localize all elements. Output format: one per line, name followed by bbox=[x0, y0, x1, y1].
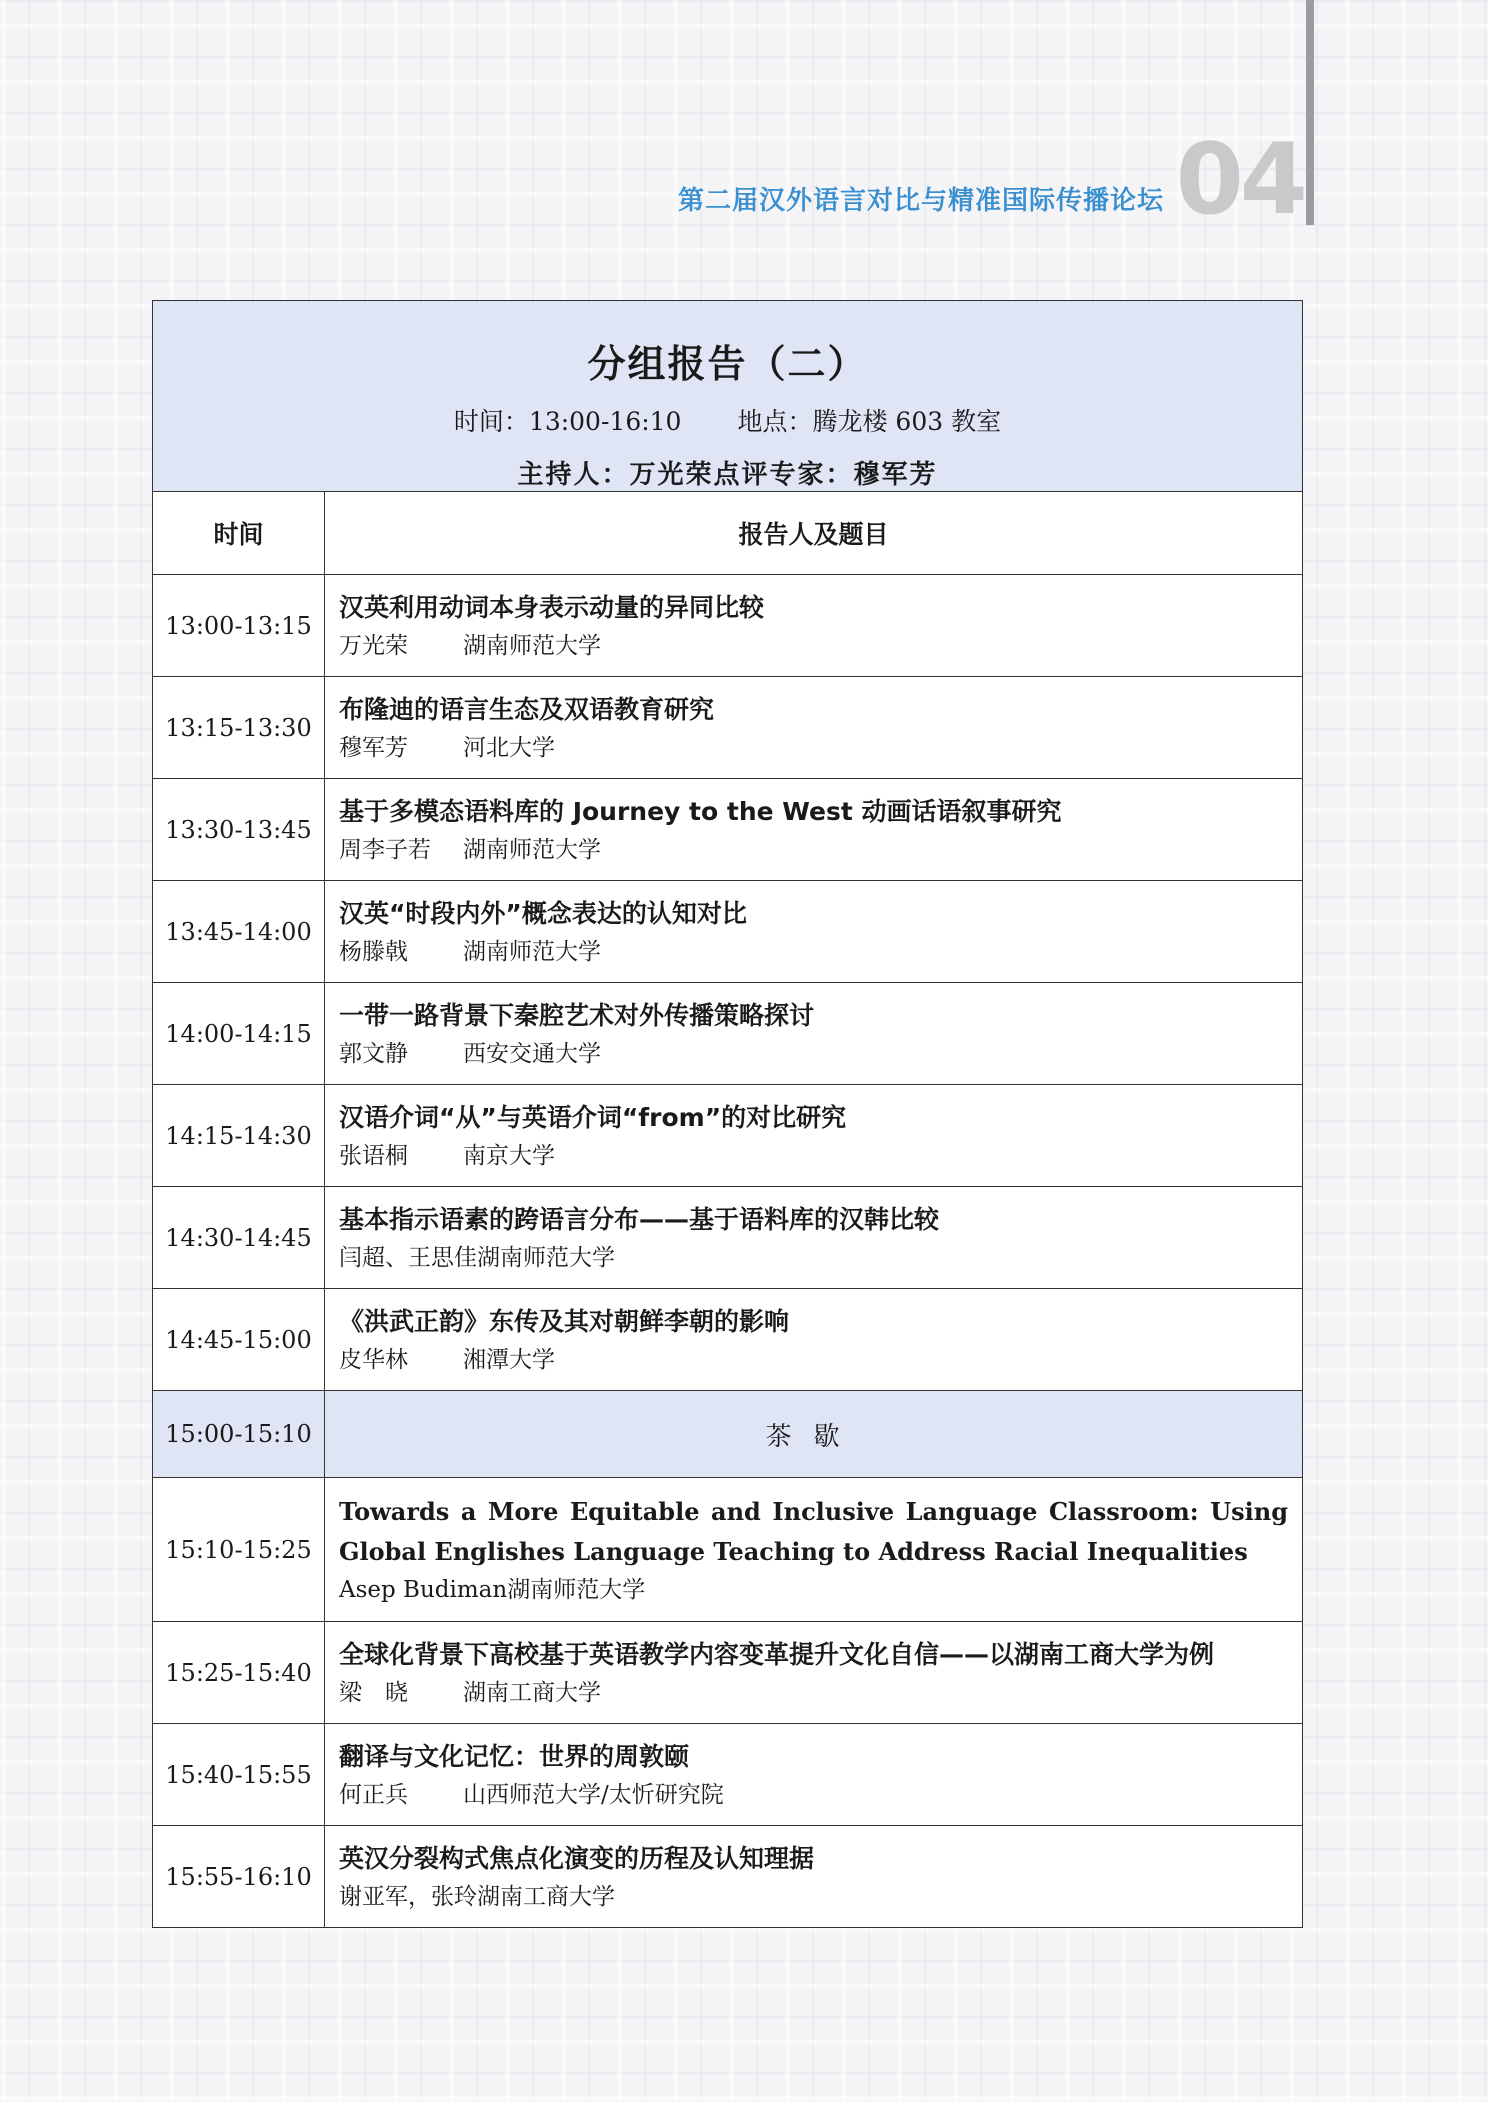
presenter-affiliation: 南京大学 bbox=[463, 1142, 555, 1169]
report-title: 汉英“时段内外”概念表达的认知对比 bbox=[339, 898, 747, 928]
row-content bbox=[325, 677, 1303, 779]
presenter-name: 穆军芳 bbox=[339, 734, 408, 761]
tea-break-row bbox=[153, 1391, 1303, 1478]
row-content bbox=[325, 983, 1303, 1085]
row-content bbox=[325, 1478, 1303, 1622]
presenter-line bbox=[339, 1138, 1288, 1174]
presenter-affiliation: 湖南师范大学 bbox=[463, 836, 601, 863]
presenter-affiliation: 湖南工商大学 bbox=[477, 1883, 615, 1910]
report-title: 汉英利用动词本身表示动量的异同比较 bbox=[339, 592, 765, 622]
schedule-rows-morning bbox=[153, 575, 1303, 1391]
presenter-line bbox=[339, 934, 1288, 970]
presenter-affiliation: 河北大学 bbox=[463, 734, 555, 761]
schedule-row bbox=[153, 1289, 1303, 1391]
tea-break-label: 茶歇 bbox=[325, 1391, 1303, 1478]
presenter-name: 何正兵 bbox=[339, 1781, 408, 1808]
schedule-row bbox=[153, 677, 1303, 779]
report-title: 一带一路背景下秦腔艺术对外传播策略探讨 bbox=[339, 1000, 815, 1030]
presenter-name: 闫超、王思佳 bbox=[339, 1244, 477, 1271]
row-time: 14:00-14:15 bbox=[153, 983, 325, 1085]
presenter-line bbox=[339, 628, 1288, 664]
presenter-affiliation: 湖南师范大学 bbox=[463, 938, 601, 965]
presenter-name: 谢亚军，张玲 bbox=[339, 1883, 477, 1910]
session-reviewer: 点评专家：穆军芳 bbox=[713, 460, 938, 490]
presenter-name: 周李子若 bbox=[339, 836, 431, 863]
schedule-row bbox=[153, 983, 1303, 1085]
row-content bbox=[325, 881, 1303, 983]
report-title: 《洪武正韵》东传及其对朝鲜李朝的影响 bbox=[339, 1306, 790, 1336]
presenter-line bbox=[339, 1879, 1288, 1915]
row-time: 15:40-15:55 bbox=[153, 1724, 325, 1826]
row-content bbox=[325, 575, 1303, 677]
presenter-name: Asep Budiman bbox=[339, 1576, 508, 1603]
row-time: 13:30-13:45 bbox=[153, 779, 325, 881]
report-title: 基本指示语素的跨语言分布——基于语料库的汉韩比较 bbox=[339, 1204, 940, 1234]
row-time: 13:15-13:30 bbox=[153, 677, 325, 779]
session-hosts bbox=[153, 454, 1302, 491]
presenter-name: 杨滕戟 bbox=[339, 938, 408, 965]
schedule-row bbox=[153, 1826, 1303, 1928]
report-title: 翻译与文化记忆：世界的周敦颐 bbox=[339, 1741, 690, 1771]
presenter-name: 梁 晓 bbox=[339, 1679, 408, 1706]
presenter-name: 皮华林 bbox=[339, 1346, 408, 1373]
tea-break-time: 15:00-15:10 bbox=[153, 1391, 325, 1478]
presenter-line bbox=[339, 1675, 1288, 1711]
presenter-affiliation: 湖南师范大学 bbox=[477, 1244, 615, 1271]
session-time: 时间：13:00-16:10 bbox=[453, 407, 682, 436]
row-time: 14:45-15:00 bbox=[153, 1289, 325, 1391]
presenter-name: 郭文静 bbox=[339, 1040, 408, 1067]
presenter-affiliation: 山西师范大学/太忻研究院 bbox=[463, 1781, 724, 1808]
presenter-line bbox=[339, 1777, 1288, 1813]
schedule-row bbox=[153, 1478, 1303, 1622]
page-number: 04 bbox=[1175, 123, 1304, 237]
page-header bbox=[0, 123, 1310, 237]
presenter-line bbox=[339, 1240, 1288, 1276]
session-host: 主持人：万光荣 bbox=[517, 460, 714, 490]
row-time: 13:45-14:00 bbox=[153, 881, 325, 983]
schedule-row bbox=[153, 779, 1303, 881]
row-content bbox=[325, 779, 1303, 881]
schedule-row bbox=[153, 1187, 1303, 1289]
schedule-row bbox=[153, 1622, 1303, 1724]
schedule-row bbox=[153, 1724, 1303, 1826]
presenter-affiliation: 湖南师范大学 bbox=[507, 1576, 646, 1603]
header-divider-bar bbox=[1306, 0, 1314, 225]
report-title: 基于多模态语料库的 Journey to the West 动画话语叙事研究 bbox=[339, 796, 1062, 826]
report-title: 布隆迪的语言生态及双语教育研究 bbox=[339, 694, 715, 724]
forum-title: 第二届汉外语言对比与精准国际传播论坛 bbox=[677, 186, 1164, 216]
schedule-rows-afternoon bbox=[153, 1478, 1303, 1928]
presenter-name: 张语桐 bbox=[339, 1142, 408, 1169]
report-title: 汉语介词“从”与英语介词“from”的对比研究 bbox=[339, 1102, 847, 1132]
row-content bbox=[325, 1826, 1303, 1928]
report-title: Towards a More Equitable and Inclusive Language Classroom: Using Global Englishes Language Teaching to Address Racial Inequalities bbox=[339, 1496, 1289, 1566]
presenter-line bbox=[339, 832, 1288, 868]
row-time: 15:55-16:10 bbox=[153, 1826, 325, 1928]
schedule-row bbox=[153, 881, 1303, 983]
presenter-line bbox=[339, 730, 1288, 766]
presenter-affiliation: 西安交通大学 bbox=[463, 1040, 601, 1067]
presenter-line bbox=[339, 1572, 1288, 1608]
report-title: 英汉分裂构式焦点化演变的历程及认知理据 bbox=[339, 1843, 815, 1873]
session-info bbox=[153, 402, 1302, 438]
session-header bbox=[153, 301, 1303, 492]
session-title: 分组报告（二） bbox=[587, 342, 868, 386]
column-header-topic: 报告人及题目 bbox=[325, 492, 1303, 575]
schedule-row bbox=[153, 575, 1303, 677]
report-title: 全球化背景下高校基于英语教学内容变革提升文化自信——以湖南工商大学为例 bbox=[339, 1639, 1215, 1669]
presenter-line bbox=[339, 1036, 1288, 1072]
row-content bbox=[325, 1187, 1303, 1289]
schedule-sheet bbox=[152, 300, 1302, 1928]
row-time: 14:30-14:45 bbox=[153, 1187, 325, 1289]
schedule-row bbox=[153, 1085, 1303, 1187]
presenter-affiliation: 湖南工商大学 bbox=[463, 1679, 601, 1706]
column-header-time: 时间 bbox=[153, 492, 325, 575]
schedule-table bbox=[152, 300, 1303, 1928]
presenter-affiliation: 湖南师范大学 bbox=[463, 632, 601, 659]
row-content bbox=[325, 1622, 1303, 1724]
row-content bbox=[325, 1085, 1303, 1187]
row-content bbox=[325, 1724, 1303, 1826]
presenter-line bbox=[339, 1342, 1288, 1378]
row-time: 15:10-15:25 bbox=[153, 1478, 325, 1622]
row-content bbox=[325, 1289, 1303, 1391]
row-time: 13:00-13:15 bbox=[153, 575, 325, 677]
presenter-name: 万光荣 bbox=[339, 632, 408, 659]
row-time: 15:25-15:40 bbox=[153, 1622, 325, 1724]
row-time: 14:15-14:30 bbox=[153, 1085, 325, 1187]
session-location: 地点：腾龙楼 603 教室 bbox=[737, 407, 1002, 436]
presenter-affiliation: 湘潭大学 bbox=[463, 1346, 555, 1373]
